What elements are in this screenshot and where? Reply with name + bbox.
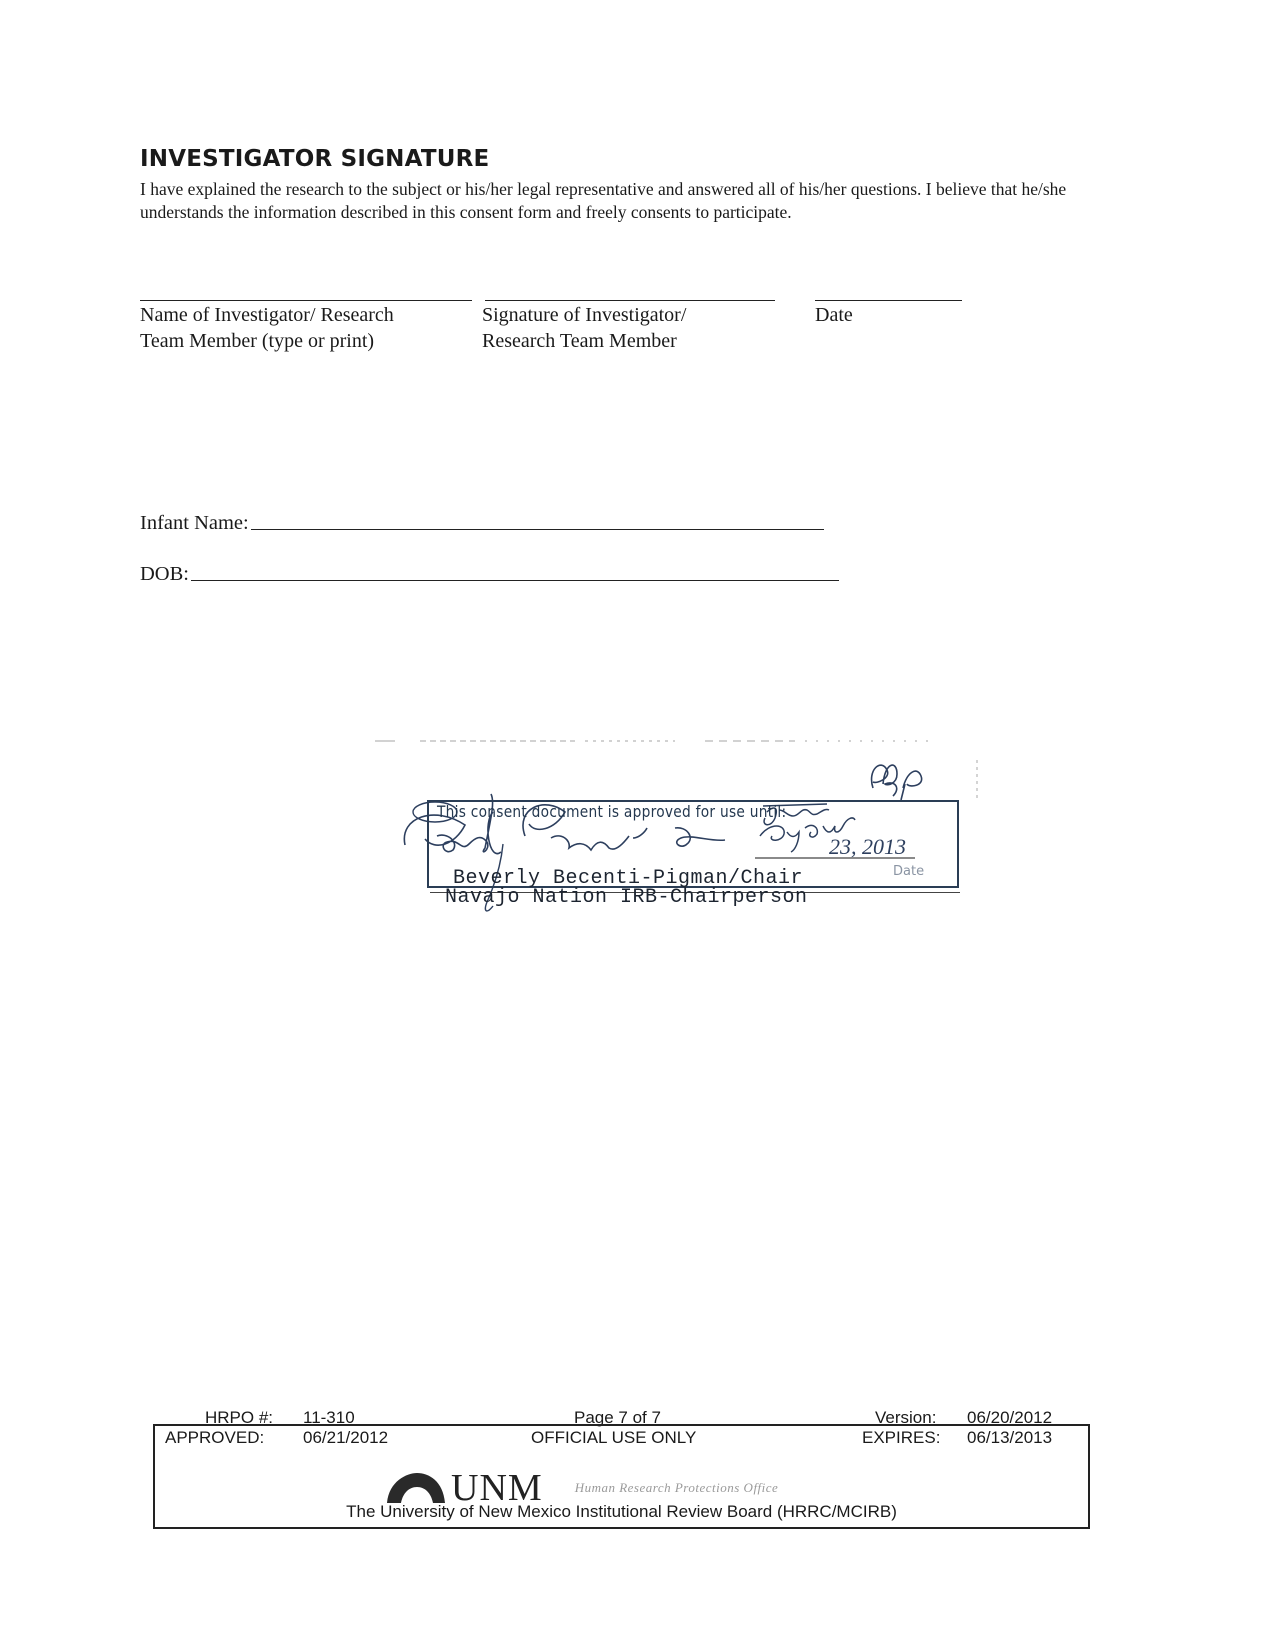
- name-caption-line-2: Team Member (type or print): [140, 330, 375, 352]
- infant-name-line[interactable]: [251, 529, 824, 530]
- page-number: Page 7 of 7: [574, 1408, 661, 1427]
- unm-logo: [385, 1466, 778, 1510]
- infant-name-field[interactable]: [140, 512, 824, 535]
- infant-name-label: Infant Name:: [140, 512, 249, 534]
- unm-wordmark: UNM: [451, 1467, 543, 1509]
- zia-arch-icon: [385, 1471, 447, 1505]
- investigator-date-line[interactable]: [815, 300, 962, 301]
- approved-label: APPROVED:: [165, 1428, 265, 1447]
- approval-stamp: [375, 740, 995, 940]
- name-caption: [140, 302, 394, 354]
- office-name: Human Research Protections Office: [574, 1480, 779, 1495]
- section-heading: INVESTIGATOR SIGNATURE: [140, 146, 490, 172]
- signature-caption-line-2: Research Team Member: [482, 330, 677, 352]
- stamp-date-label: Date: [893, 864, 925, 879]
- hrpo-value: 11-310: [303, 1408, 355, 1427]
- handwritten-day: 23, 2013: [829, 834, 906, 859]
- version-value: 06/20/2012: [967, 1408, 1053, 1427]
- initials-mark: [872, 765, 922, 800]
- irb-name: The University of New Mexico Institutional Review Board (HRRC/MCIRB): [346, 1502, 897, 1521]
- date-caption: Date: [815, 304, 853, 326]
- signature-caption: [482, 302, 686, 354]
- expires-label: EXPIRES:: [862, 1428, 941, 1447]
- stamp-printed-name: Beverly Becenti-Pigman/Chair: [453, 867, 804, 890]
- name-caption-line-1: Name of Investigator/ Research: [140, 304, 394, 326]
- dob-field[interactable]: [140, 563, 839, 586]
- investigator-signature-line[interactable]: [485, 300, 775, 301]
- investigator-statement: I have explained the research to the subject or his/her legal representative and answered all of his/her questions. I believe that he/she understands the information described in this consent form and freely consents to participate.: [140, 179, 1067, 222]
- expires-value: 06/13/2013: [967, 1428, 1053, 1447]
- investigator-name-line[interactable]: [140, 300, 472, 301]
- dob-label: DOB:: [140, 563, 189, 585]
- version-label: Version:: [875, 1408, 937, 1427]
- hrpo-label: HRPO #:: [205, 1408, 274, 1427]
- stamp-printed-title: Navajo Nation IRB-Chairperson: [445, 886, 808, 909]
- approved-value: 06/21/2012: [303, 1428, 389, 1447]
- stamp-header: This consent document is approved for use until:: [437, 802, 787, 821]
- signature-caption-line-1: Signature of Investigator/: [482, 304, 687, 326]
- official-use-label: OFFICIAL USE ONLY: [531, 1428, 697, 1447]
- dob-line[interactable]: [191, 580, 839, 581]
